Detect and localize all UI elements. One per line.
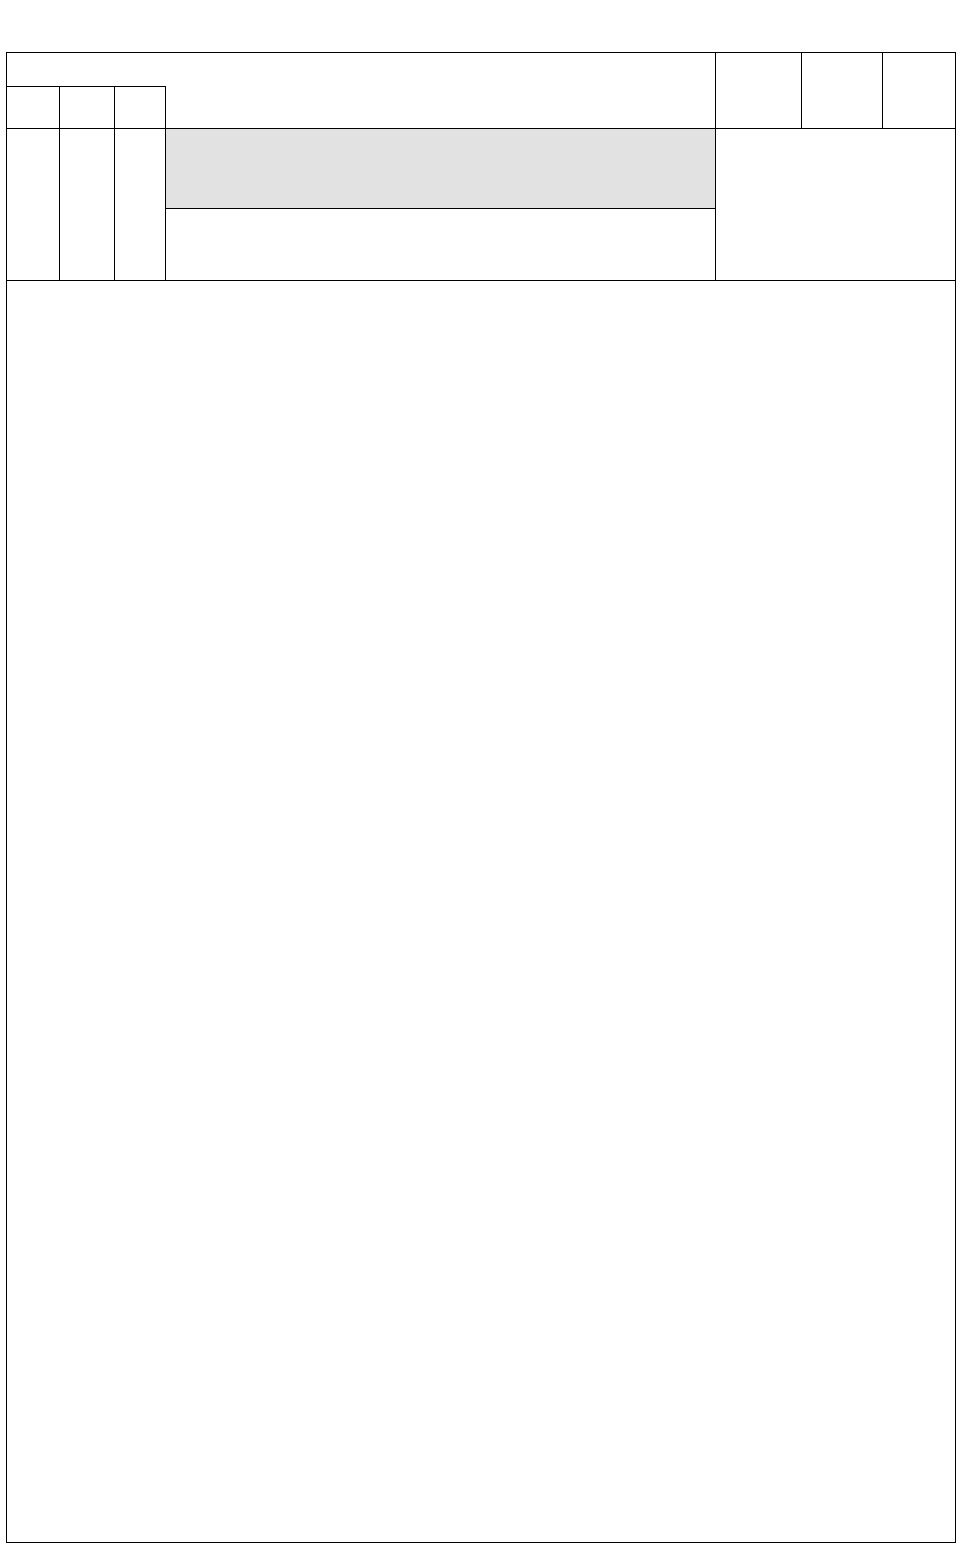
header-alairas (883, 53, 955, 128)
module-row (7, 129, 955, 281)
page-title (0, 0, 960, 38)
header-het (7, 87, 60, 128)
module-title (166, 129, 715, 209)
module-blank (716, 129, 955, 280)
header-modul (166, 53, 716, 128)
header-jelen (716, 53, 802, 128)
datum-cell (60, 129, 115, 280)
module-hours (115, 129, 166, 280)
het-cell (7, 129, 60, 280)
header-ora (115, 87, 166, 128)
header-datum (60, 87, 115, 128)
header-foglalkozas (7, 53, 166, 87)
progress-log-table (6, 52, 956, 1543)
header-hiany (802, 53, 883, 128)
module-title-cell (166, 129, 716, 280)
subject-title (166, 209, 795, 280)
header-row (7, 53, 955, 129)
